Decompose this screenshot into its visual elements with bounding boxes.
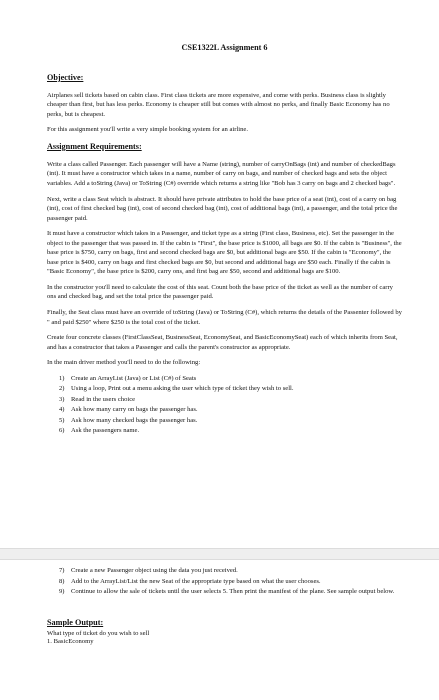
requirements-paragraph: Next, write a class Seat which is abstract. It should have private attributes to hold the base price of a seat (int), cost of a carry on bag (int), cost of first checked bag (int), cost of second checked bag (int), cost of additional bags (int), a passenger, and the total price the passenger paid. <box>47 195 398 222</box>
requirements-paragraph: Create four concrete classes (FirstClassSeat, BusinessSeat, EconomySeat, and BasicEconomySeat) each of which inherits from Seat, and has a constructor that takes a Passenger and calls the parent's constructor as appropriate. <box>47 334 398 351</box>
document-title: CSE1322L Assignment 6 <box>181 43 268 52</box>
sample-output-line: 1. BasicEconomy <box>47 638 94 646</box>
requirements-paragraph: Finally, the Seat class must have an override of toString (Java) or ToString (C#), which returns the details of the Passenter followed by " and paid $250" where $250 is the total cost of the ticket. <box>47 308 402 326</box>
requirements-heading: Assignment Requirements: <box>47 141 142 151</box>
list-item <box>59 587 402 597</box>
list-number: 8) <box>59 577 65 585</box>
list-item <box>59 395 402 405</box>
list-number: 4) <box>59 406 65 414</box>
driver-steps-list-continued <box>59 566 402 597</box>
requirements-paragraph: Write a class called Passenger. Each passenger will have a Name (string), number of carryOnBags (int) and number of checkedBags (int). It must have a constructor which takes in a name, number of carry on bags, and number of checked bags and sets the object variables. Add a toString (Java) or ToString (C#) override which returns a string like "Bob has 3 carry on bags and 2 checked bags". <box>47 160 396 187</box>
list-number: 3) <box>59 395 65 403</box>
requirements-paragraph: In the main driver method you'll need to do the following: <box>47 359 201 367</box>
sample-output-heading: Sample Output: <box>47 617 104 627</box>
list-item <box>59 374 402 384</box>
list-text: Read in the users choice <box>71 395 136 403</box>
list-number: 2) <box>59 385 65 393</box>
requirements-paragraph: In the constructor you'll need to calculate the cost of this seat. Count both the base price of the ticket as well as the number of carry ons and checked bag, and set the total price the passenger paid. <box>47 283 393 301</box>
objective-paragraph: Airplanes sell tickets based on cabin class. First class tickets are more expensive, and come with perks. Business class is slightly cheaper than first, but has less perks. Economy is cheaper still but comes with almost no perks, and finally Basic Economy has no perks, but is cheapest. <box>47 91 390 118</box>
objective-paragraph: For this assignment you'll write a very simple booking system for an airline. <box>47 126 248 134</box>
list-item <box>59 566 402 576</box>
driver-steps-list <box>59 374 402 436</box>
list-text: Continue to allow the sale of tickets until the user selects 5. Then print the manifest of the plane. See sample output below. <box>71 588 395 596</box>
page-break <box>0 548 439 560</box>
list-item <box>59 426 402 436</box>
list-number: 7) <box>59 567 65 574</box>
list-text: Ask how many carry on bags the passenger has. <box>71 406 198 414</box>
list-text: Ask how many checked bags the passenger has. <box>71 416 198 424</box>
list-text: Using a loop, Print out a menu asking the user which type of ticket they wish to sell. <box>71 385 294 393</box>
list-text: Create an ArrayList (Java) or List (C#) of Seats <box>71 374 197 382</box>
list-number: 9) <box>59 588 65 596</box>
document-page-2 <box>0 560 439 700</box>
list-text: Ask the passengers name. <box>71 427 140 435</box>
sample-output-line: What type of ticket do you wish to sell <box>47 629 150 637</box>
sample-output-section <box>47 617 402 647</box>
list-number: 5) <box>59 416 65 424</box>
list-text: Add to the ArrayList/List the new Seat of the appropriate type based on what the user chooses. <box>71 577 321 585</box>
list-item <box>59 577 402 587</box>
objective-heading: Objective: <box>47 72 84 82</box>
list-item <box>59 405 402 415</box>
list-item <box>59 416 402 426</box>
list-number: 6) <box>59 427 65 435</box>
requirements-paragraph: It must have a constructor which takes in a Passenger, and ticket type as a string (First class, Business, etc). Set the passenger in the object to the passenger that was passed in. If the cabin is "First", the base price is $1000, all bags are $0. If the cabin is "Business", the base price is $750, carry on bags, first and second checked bags are $0, but additional bags are $50. If the cabin is "Economy", the base price is $400, carry on bags and first checked bags are $0, but second and additional bags are $50 each. Finally if the cabin is "Basic Economy", the base price is $200, carry ons, and first bag are $50, second and additional bags are $100. <box>47 230 402 276</box>
list-number: 1) <box>59 374 65 382</box>
list-text: Create a new Passenger object using the data you just received. <box>71 567 238 574</box>
list-item <box>59 384 402 394</box>
